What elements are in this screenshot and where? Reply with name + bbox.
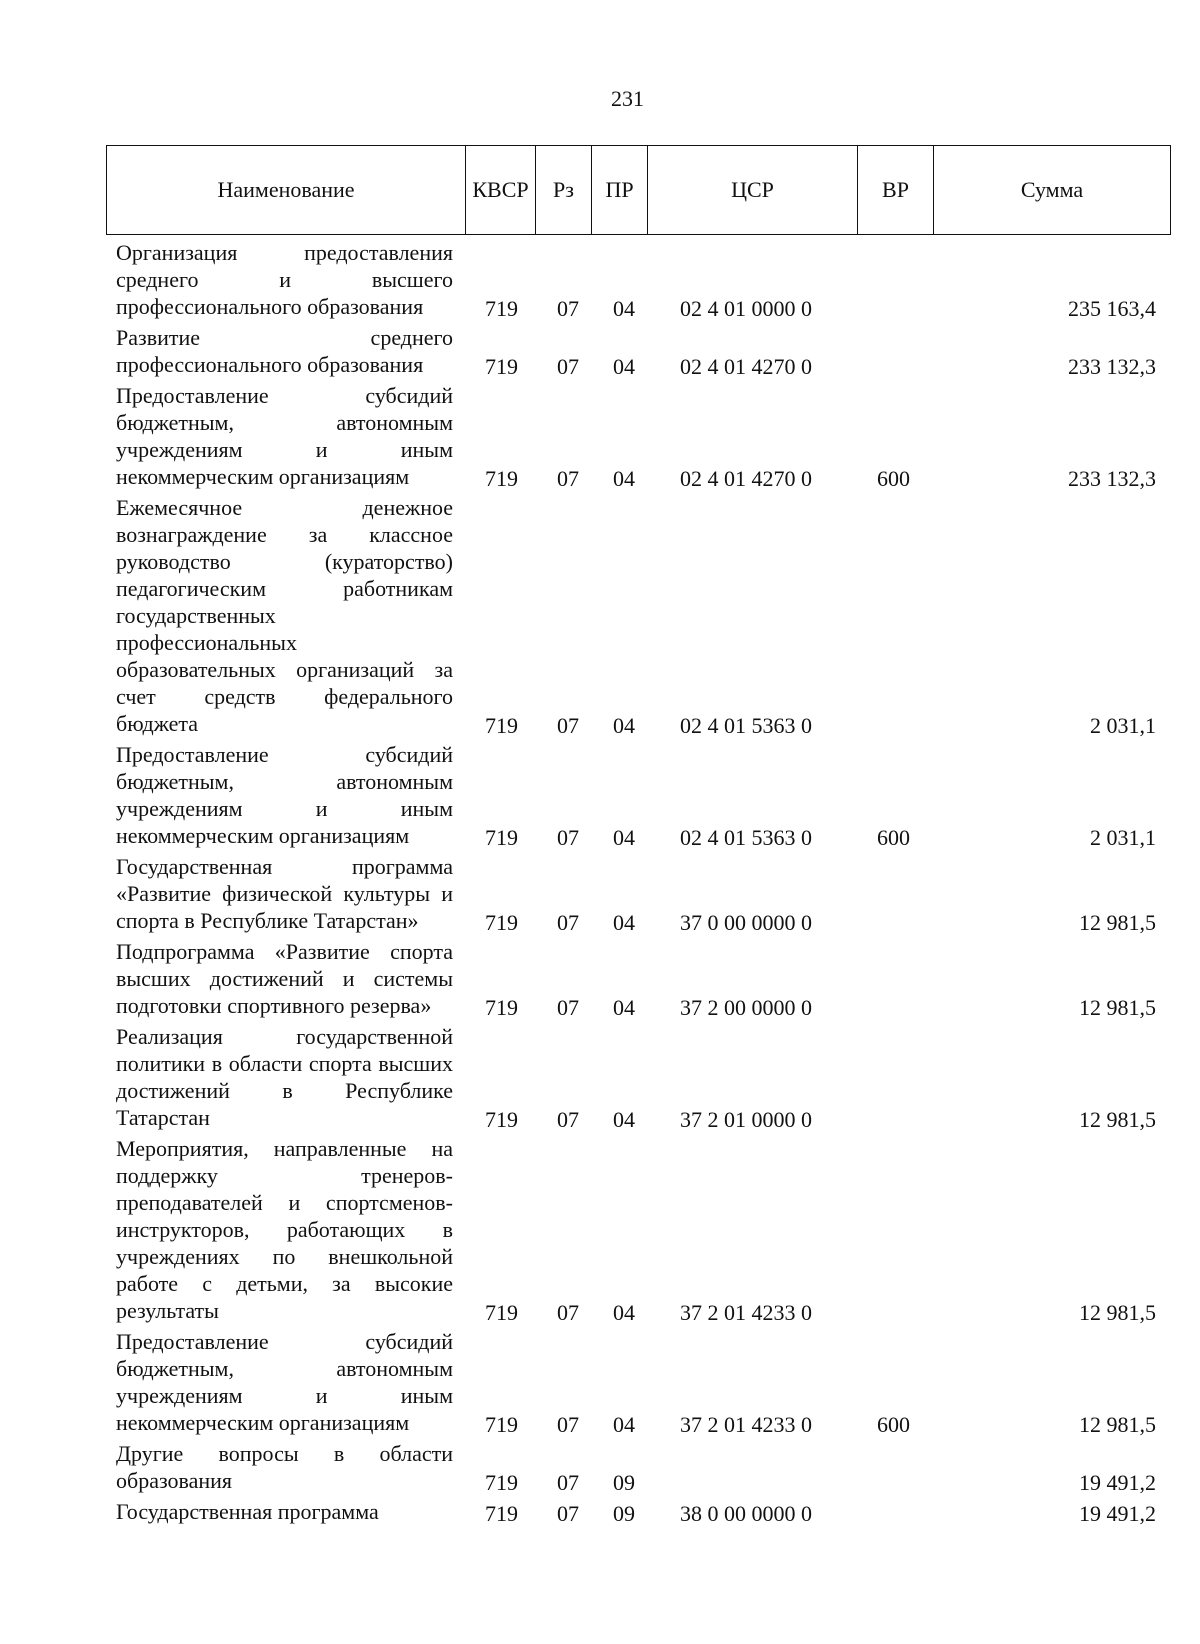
cell-kvsr: 719 bbox=[485, 1300, 518, 1325]
cell-name: Реализация государственной политики в области спорта высших достижений в Республике Татарстан bbox=[116, 1024, 453, 1130]
table-row bbox=[106, 936, 1170, 1021]
cell-pr: 04 bbox=[613, 1300, 635, 1325]
cell-vr bbox=[857, 237, 933, 322]
cell-vr bbox=[857, 322, 933, 380]
cell-vr bbox=[857, 1438, 933, 1496]
table-row bbox=[106, 380, 1170, 492]
cell-rz: 07 bbox=[557, 910, 579, 935]
column-header-sum: Сумма bbox=[934, 146, 1171, 235]
cell-sum: 12 981,5 bbox=[1079, 1412, 1156, 1437]
cell-sum: 19 491,2 bbox=[1079, 1470, 1156, 1495]
cell-sum: 12 981,5 bbox=[1079, 995, 1156, 1020]
cell-sum: 19 491,2 bbox=[1079, 1501, 1156, 1526]
cell-kvsr: 719 bbox=[485, 1412, 518, 1437]
cell-rz: 07 bbox=[557, 1470, 579, 1495]
cell-vr bbox=[857, 1496, 933, 1527]
cell-vr bbox=[857, 492, 933, 739]
cell-csr: 37 0 00 0000 0 bbox=[680, 910, 812, 935]
cell-rz: 07 bbox=[557, 1300, 579, 1325]
cell-csr: 37 2 01 4233 0 bbox=[680, 1412, 812, 1437]
cell-pr: 04 bbox=[613, 1107, 635, 1132]
cell-name: Государственная программа «Развитие физической культуры и спорта в Республике Татарстан» bbox=[116, 854, 453, 933]
cell-vr bbox=[857, 1133, 933, 1326]
cell-name: Ежемесячное денежное вознаграждение за классное руководство (кураторство) педагогическим работникам государственных профессиональных образовательных организаций за счет средств федерального бюджета bbox=[116, 495, 453, 736]
budget-table bbox=[106, 237, 1170, 1527]
cell-csr: 02 4 01 5363 0 bbox=[680, 825, 812, 850]
cell-pr: 04 bbox=[613, 995, 635, 1020]
cell-vr: 600 bbox=[877, 466, 910, 491]
table-body bbox=[106, 237, 1170, 1527]
cell-sum: 12 981,5 bbox=[1079, 1300, 1156, 1325]
cell-rz: 07 bbox=[557, 296, 579, 321]
table-row bbox=[106, 1133, 1170, 1326]
cell-name: Предоставление субсидий бюджетным, автономным учреждениям и иным некоммерческим организациям bbox=[116, 742, 453, 848]
cell-rz: 07 bbox=[557, 1107, 579, 1132]
cell-kvsr: 719 bbox=[485, 296, 518, 321]
cell-name: Мероприятия, направленные на поддержку тренеров-преподавателей и спортсменов-инструкторов, работающих в учреждениях по внешкольной работе с детьми, за высокие результаты bbox=[116, 1136, 453, 1323]
cell-rz: 07 bbox=[557, 713, 579, 738]
cell-name: Предоставление субсидий бюджетным, автономным учреждениям и иным некоммерческим организациям bbox=[116, 1329, 453, 1435]
cell-pr: 04 bbox=[613, 466, 635, 491]
cell-csr: 37 2 01 4233 0 bbox=[680, 1300, 812, 1325]
cell-name: Развитие среднего профессионального образования bbox=[116, 325, 453, 377]
cell-kvsr: 719 bbox=[485, 1501, 518, 1526]
cell-csr: 37 2 00 0000 0 bbox=[680, 995, 812, 1020]
table-row bbox=[106, 237, 1170, 322]
cell-kvsr: 719 bbox=[485, 825, 518, 850]
cell-pr: 04 bbox=[613, 354, 635, 379]
cell-name: Подпрограмма «Развитие спорта высших достижений и системы подготовки спортивного резерва» bbox=[116, 939, 453, 1018]
cell-kvsr: 719 bbox=[485, 1470, 518, 1495]
cell-csr: 02 4 01 0000 0 bbox=[680, 296, 812, 321]
cell-sum: 2 031,1 bbox=[1090, 825, 1156, 850]
cell-vr bbox=[857, 936, 933, 1021]
column-header-name: Наименование bbox=[107, 146, 466, 235]
table-row bbox=[106, 739, 1170, 851]
cell-pr: 04 bbox=[613, 910, 635, 935]
cell-name: Государственная программа bbox=[116, 1499, 379, 1524]
cell-kvsr: 719 bbox=[485, 910, 518, 935]
table-row bbox=[106, 1021, 1170, 1133]
cell-csr bbox=[647, 1438, 857, 1496]
table-row bbox=[106, 851, 1170, 936]
cell-csr: 02 4 01 4270 0 bbox=[680, 466, 812, 491]
table-header bbox=[106, 145, 1171, 235]
cell-rz: 07 bbox=[557, 1501, 579, 1526]
column-header-vr: ВР bbox=[858, 146, 934, 235]
cell-kvsr: 719 bbox=[485, 354, 518, 379]
cell-kvsr: 719 bbox=[485, 995, 518, 1020]
cell-sum: 233 132,3 bbox=[1068, 466, 1156, 491]
cell-rz: 07 bbox=[557, 825, 579, 850]
cell-pr: 04 bbox=[613, 1412, 635, 1437]
cell-sum: 2 031,1 bbox=[1090, 713, 1156, 738]
cell-vr: 600 bbox=[877, 825, 910, 850]
cell-pr: 04 bbox=[613, 296, 635, 321]
table-row bbox=[106, 492, 1170, 739]
cell-csr: 02 4 01 5363 0 bbox=[680, 713, 812, 738]
table-row bbox=[106, 322, 1170, 380]
cell-rz: 07 bbox=[557, 466, 579, 491]
cell-sum: 12 981,5 bbox=[1079, 910, 1156, 935]
cell-csr: 37 2 01 0000 0 bbox=[680, 1107, 812, 1132]
table-row bbox=[106, 1438, 1170, 1496]
cell-sum: 12 981,5 bbox=[1079, 1107, 1156, 1132]
cell-rz: 07 bbox=[557, 995, 579, 1020]
cell-sum: 235 163,4 bbox=[1068, 296, 1156, 321]
cell-kvsr: 719 bbox=[485, 1107, 518, 1132]
cell-pr: 04 bbox=[613, 825, 635, 850]
column-header-kvsr: КВСР bbox=[466, 146, 536, 235]
page-number: 231 bbox=[611, 86, 644, 111]
cell-pr: 09 bbox=[613, 1470, 635, 1495]
cell-name: Предоставление субсидий бюджетным, автономным учреждениям и иным некоммерческим организациям bbox=[116, 383, 453, 489]
table-row bbox=[106, 1326, 1170, 1438]
cell-sum: 233 132,3 bbox=[1068, 354, 1156, 379]
cell-csr: 38 0 00 0000 0 bbox=[680, 1501, 812, 1526]
column-header-rz: Рз bbox=[536, 146, 592, 235]
cell-kvsr: 719 bbox=[485, 713, 518, 738]
cell-rz: 07 bbox=[557, 354, 579, 379]
cell-pr: 09 bbox=[613, 1501, 635, 1526]
column-header-pr: ПР bbox=[592, 146, 648, 235]
cell-pr: 04 bbox=[613, 713, 635, 738]
cell-vr bbox=[857, 851, 933, 936]
cell-rz: 07 bbox=[557, 1412, 579, 1437]
cell-name: Организация предоставления среднего и высшего профессионального образования bbox=[116, 240, 453, 319]
column-header-csr: ЦСР bbox=[648, 146, 858, 235]
cell-vr bbox=[857, 1021, 933, 1133]
cell-csr: 02 4 01 4270 0 bbox=[680, 354, 812, 379]
cell-kvsr: 719 bbox=[485, 466, 518, 491]
cell-vr: 600 bbox=[877, 1412, 910, 1437]
table-row bbox=[106, 1496, 1170, 1527]
cell-name: Другие вопросы в области образования bbox=[116, 1441, 453, 1493]
